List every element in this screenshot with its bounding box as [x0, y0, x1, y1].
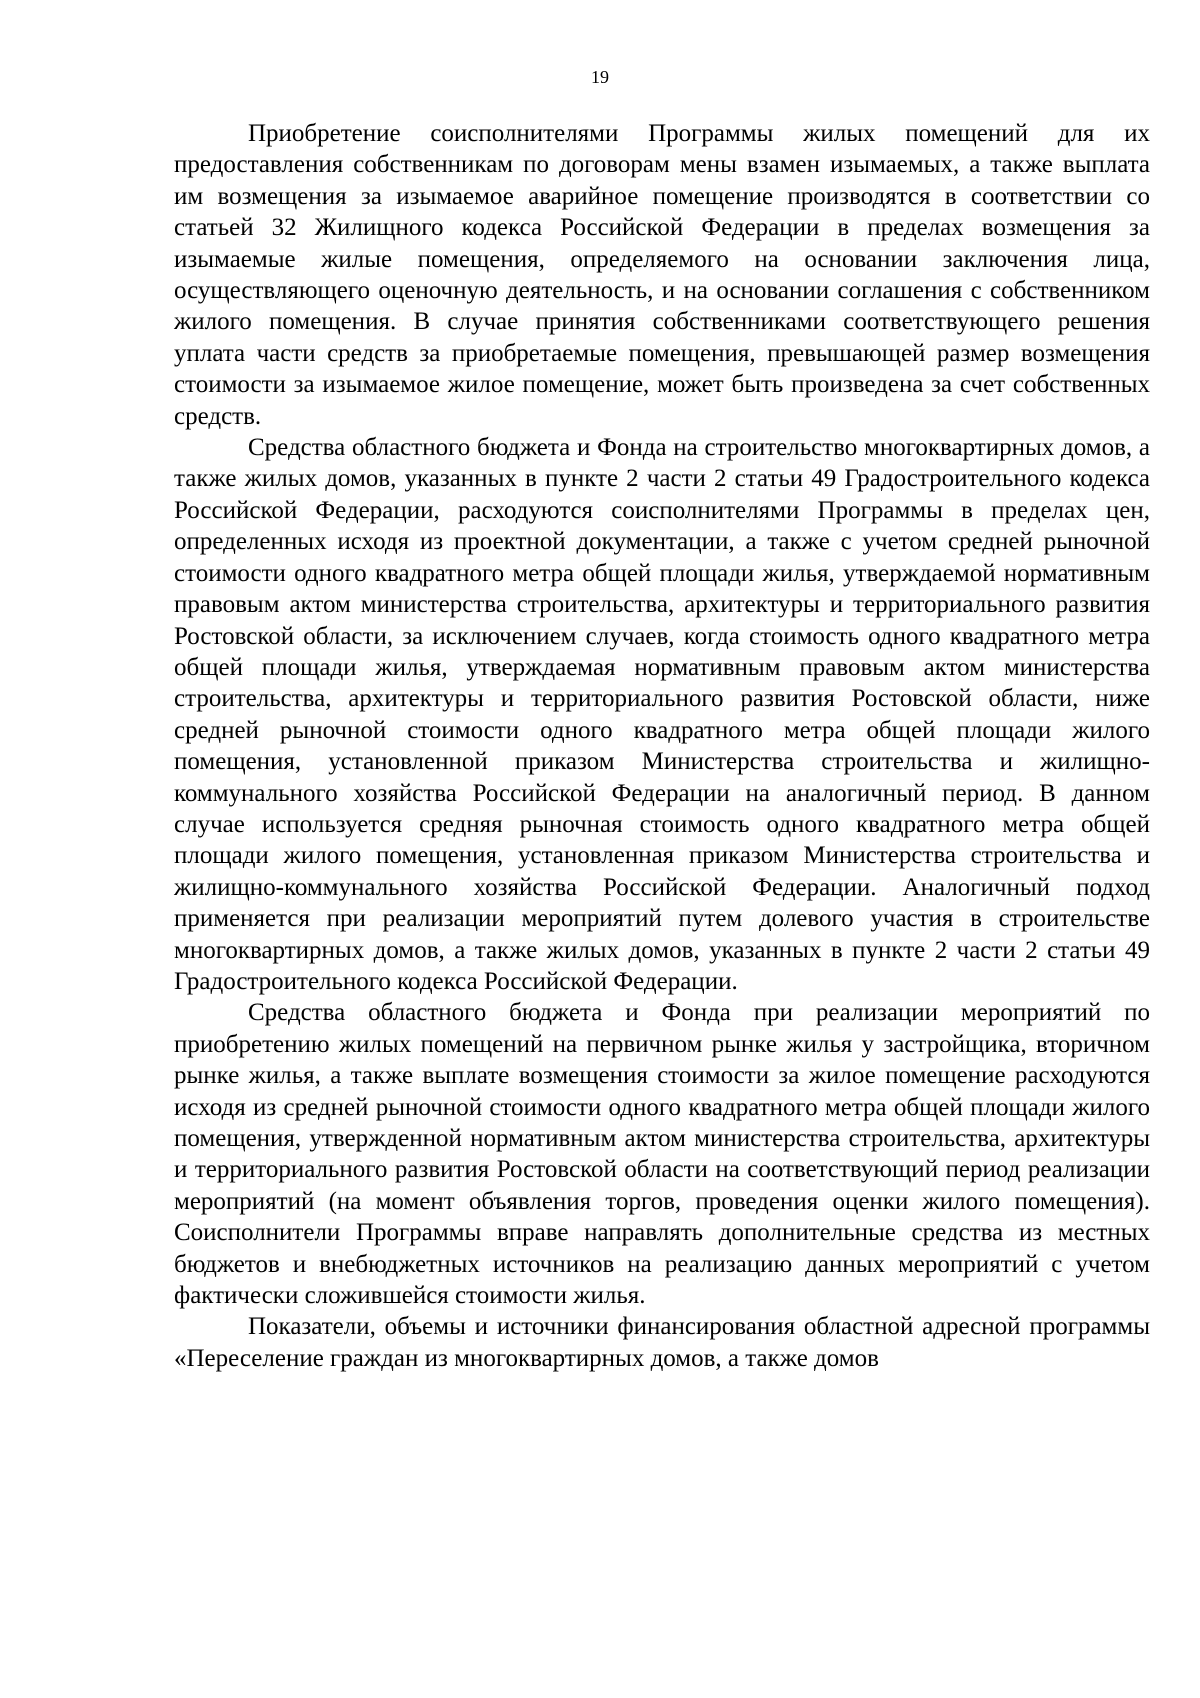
document-body	[174, 118, 1150, 1374]
page-number: 19	[591, 67, 609, 87]
paragraph-program-indicators: Показатели, объемы и источники финансирования областной адресной программы «Переселение граждан из многоквартирных домов, а также домов	[174, 1313, 1150, 1372]
paragraph-construction-funding: Средства областного бюджета и Фонда на строительство многоквартирных домов, а также жилых домов, указанных в пункте 2 части 2 статьи 49 Градостроительного кодекса Российской Федерации, расходуются соисполнителями Программы в пределах цен, определенных исходя из проектной документации, а также с учетом средней рыночной стоимости одного квадратного метра общей площади жилья, утверждаемой нормативным правовым актом министерства строительства, архитектуры и территориального развития Ростовской области, за исключением случаев, когда стоимость одного квадратного метра общей площади жилья, утверждаемая нормативным правовым актом министерства строительства, архитектуры и территориального развития Ростовской области, ниже средней рыночной стоимости одного квадратного метра общей площади жилого помещения, установленной приказом Министерства строительства и жилищно-коммунального хозяйства Российской Федерации на аналогичный период. В данном случае используется средняя рыночная стоимость одного квадратного метра общей площади жилого помещения, установленная приказом Министерства строительства и жилищно-коммунального хозяйства Российской Федерации. Аналогичный подход применяется при реализации мероприятий путем долевого участия в строительстве многоквартирных домов, а также жилых домов, указанных в пункте 2 части 2 статьи 49 Градостроительного кодекса Российской Федерации.	[174, 434, 1150, 995]
paragraph-acquisition-of-premises: Приобретение соисполнителями Программы жилых помещений для их предоставления собственникам по договорам мены взамен изымаемых, а также выплата им возмещения за изымаемое аварийное помещение производятся в соответствии со статьей 32 Жилищного кодекса Российской Федерации в пределах возмещения за изымаемые жилые помещения, определяемого на основании заключения лица, осуществляющего оценочную деятельность, и на основании соглашения с собственником жилого помещения. В случае принятия собственниками соответствующего решения уплата части средств за приобретаемые помещения, превышающей размер возмещения стоимости за изымаемое жилое помещение, может быть произведена за счет собственных средств.	[174, 120, 1150, 430]
paragraph-purchase-funding: Средства областного бюджета и Фонда при реализации мероприятий по приобретению жилых помещений на первичном рынке жилья у застройщика, вторичном рынке жилья, а также выплате возмещения стоимости за жилое помещение расходуются исходя из средней рыночной стоимости одного квадратного метра общей площади жилого помещения, утвержденной нормативным актом министерства строительства, архитектуры и территориального развития Ростовской области на соответствующий период реализации мероприятий (на момент объявления торгов, проведения оценки жилого помещения). Соисполнители Программы вправе направлять дополнительные средства из местных бюджетов и внебюджетных источников на реализацию данных мероприятий с учетом фактически сложившейся стоимости жилья.	[174, 999, 1150, 1310]
